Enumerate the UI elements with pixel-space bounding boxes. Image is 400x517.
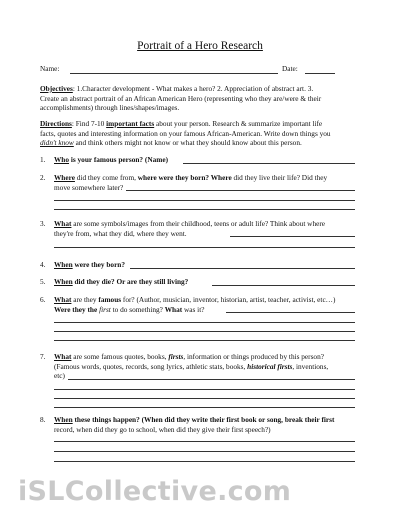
directions-line-1 (40, 119, 362, 129)
answer-line[interactable] (54, 322, 355, 323)
answer-line[interactable] (54, 340, 355, 341)
question-8 (40, 415, 362, 425)
answer-line[interactable] (54, 441, 355, 442)
name-label: Name: (40, 64, 60, 73)
question-2 (40, 173, 362, 183)
directions-important-facts: important facts (106, 119, 155, 128)
question-7 (40, 352, 362, 362)
question-7-line-3: etc) (54, 371, 65, 380)
question-number: 8. (40, 415, 46, 424)
answer-line[interactable] (54, 407, 355, 408)
question-text: to do something? (110, 304, 165, 314)
answer-line[interactable] (54, 389, 355, 390)
question-number: 4. (40, 260, 46, 269)
answer-line[interactable] (54, 398, 355, 399)
question-text-bold-italic: firsts (168, 352, 184, 361)
question-text-italic: first (99, 304, 111, 314)
question-number: 3. (40, 219, 46, 228)
question-text-bold: Were they the (54, 304, 100, 314)
question-text: these things happen? (When did they write their first book or song, break their first (72, 415, 335, 424)
page-title: Portrait of a Hero Research (137, 40, 263, 52)
question-number: 5. (40, 277, 46, 286)
answer-line[interactable] (54, 451, 355, 452)
question-text: , inventions, (292, 361, 329, 371)
question-text: did they die? Or are they still living? (72, 277, 189, 286)
objectives-line-3: accomplishments) through lines/shapes/images. (40, 103, 180, 112)
name-field[interactable] (70, 73, 278, 74)
question-3 (40, 219, 362, 229)
answer-line[interactable] (54, 247, 355, 248)
question-text: , information or things produced by this person? (183, 352, 324, 361)
directions-text-3b: and think others might not know or what they should know about this person. (73, 138, 302, 147)
answer-line[interactable] (68, 379, 355, 380)
question-text: are some famous quotes, books, (71, 352, 169, 361)
question-text: were they born? (72, 260, 126, 269)
question-keyword: Where (54, 173, 75, 182)
answer-line[interactable] (212, 285, 355, 286)
answer-line[interactable] (54, 200, 355, 201)
date-label: Date: (282, 64, 298, 73)
question-8-line-2: record, when did they go to school, when did they give their first speech?) (54, 424, 271, 434)
answer-line[interactable] (130, 268, 355, 269)
question-text: did they live their life? Did they (231, 173, 328, 182)
directions-line-2: facts, quotes and interesting information on your famous African-American. Write down things you (40, 128, 331, 138)
question-keyword: When (54, 415, 73, 424)
answer-line[interactable] (126, 190, 355, 191)
answer-line[interactable] (230, 236, 355, 237)
question-text: did they come from, (74, 173, 138, 182)
question-number: 6. (40, 295, 46, 304)
directions-label: Directions (40, 119, 72, 128)
question-text: for? (Author, musician, inventor, historian, artist, teacher, activist, etc…) (121, 295, 336, 304)
question-2-line-2: move somewhere later? (54, 182, 124, 192)
watermark-logo: iSLCollective.com (18, 476, 292, 507)
question-keyword: When (54, 277, 73, 286)
question-text-bold: famous (98, 295, 122, 304)
question-number: 1. (40, 155, 46, 164)
question-keyword: What (54, 295, 72, 304)
objectives-label: Objectives (40, 84, 73, 93)
question-text-bold: where were they born? Where (137, 173, 232, 182)
answer-line[interactable] (226, 312, 355, 313)
question-number: 2. (40, 173, 46, 182)
objectives-line-2: Create an abstract portrait of an African American Hero (representing who they are/were & their (40, 93, 322, 103)
answer-line[interactable] (54, 209, 355, 210)
answer-line[interactable] (183, 163, 355, 164)
directions-text-1a: : Find 7-10 (71, 119, 107, 128)
question-text: are some symbols/images from their childhood, teens or adult life? Think about where (71, 219, 326, 228)
question-7-line-2 (54, 362, 376, 372)
question-text: is your famous person? (Name) (69, 155, 168, 164)
question-text: are they (71, 295, 99, 304)
question-3-line-2: they're from, what they did, where they went. (54, 228, 187, 238)
objectives-text-1: : 1.Character development - What makes a hero? 2. Appreciation of abstract art. 3. (72, 84, 314, 93)
date-field[interactable] (305, 73, 335, 74)
directions-line-3 (40, 138, 362, 148)
directions-didnt-know: didn't know (40, 138, 74, 147)
question-keyword: What (54, 352, 72, 361)
question-text: (Famous words, quotes, records, song lyrics, athletic stats, books, (54, 361, 248, 371)
question-6 (40, 295, 362, 305)
objectives-line-1 (40, 84, 362, 94)
question-keyword: What (54, 219, 72, 228)
directions-text-1c: about your person. Research & summarize important life (154, 119, 323, 128)
answer-line[interactable] (54, 331, 355, 332)
answer-line[interactable] (54, 461, 355, 462)
question-keyword: Who (54, 155, 70, 164)
question-text-bold-italic: historical firsts (247, 361, 293, 371)
question-text-bold: What (164, 304, 183, 314)
question-number: 7. (40, 352, 46, 361)
question-keyword: When (54, 260, 73, 269)
question-text: was it? (182, 304, 205, 314)
